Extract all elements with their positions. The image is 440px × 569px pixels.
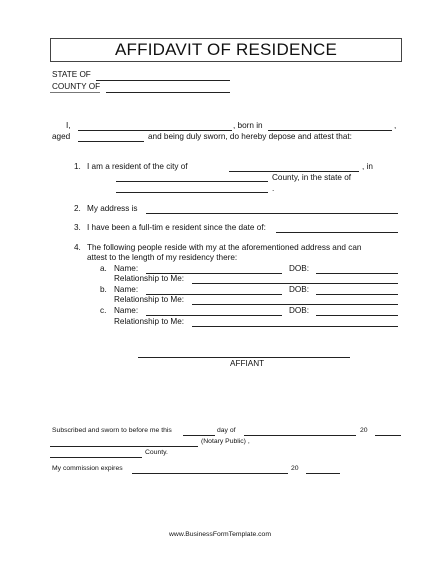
item4-text-line1: The following people reside with my at the aforementioned address and can	[87, 243, 362, 252]
person-a-name-label: Name:	[114, 264, 139, 273]
person-c-relationship-field[interactable]	[192, 326, 398, 327]
county-underline	[50, 92, 100, 93]
item1-period: .	[272, 184, 275, 193]
commission-year-field[interactable]	[306, 473, 340, 474]
person-a-dob-label: DOB:	[289, 264, 310, 273]
sworn-month-field[interactable]	[244, 435, 356, 436]
affiant-signature-line[interactable]	[138, 357, 350, 358]
person-c-name-label: Name:	[114, 306, 139, 315]
affiant-label: AFFIANT	[230, 359, 265, 368]
affiant-name-field[interactable]	[78, 130, 232, 131]
year-prefix: 20	[360, 427, 368, 434]
city-field[interactable]	[229, 171, 359, 172]
person-c-dob-field[interactable]	[316, 315, 398, 316]
person-a-dob-field[interactable]	[316, 273, 398, 274]
state-label: STATE OF	[52, 70, 91, 79]
subscribed-text: Subscribed and sworn to before me this	[52, 427, 172, 434]
sworn-day-field[interactable]	[183, 435, 215, 436]
person-b-relationship-field[interactable]	[192, 304, 398, 305]
commission-date-field[interactable]	[132, 473, 288, 474]
item3-number: 3.	[74, 223, 81, 232]
day-of-label: day of	[217, 427, 236, 434]
commission-year-prefix: 20	[291, 465, 299, 472]
county-field[interactable]	[106, 92, 230, 93]
item4-text-line2: attest to the length of my residency there:	[87, 253, 238, 262]
item1-number: 1.	[74, 162, 81, 171]
item2-number: 2.	[74, 204, 81, 213]
notary-county-label: County.	[145, 449, 168, 456]
person-b-dob-label: DOB:	[289, 285, 310, 294]
item3-text: I have been a full-tim e resident since the date of:	[87, 223, 266, 232]
age-field[interactable]	[78, 141, 144, 142]
aged-label: aged	[52, 132, 71, 141]
person-b-dob-field[interactable]	[316, 294, 398, 295]
sworn-year-field[interactable]	[375, 435, 401, 436]
intro-i-label: I,	[66, 121, 71, 130]
document-title: AFFIDAVIT OF RESIDENCE	[115, 40, 337, 59]
person-b-name-label: Name:	[114, 285, 139, 294]
person-b-letter: b.	[100, 285, 107, 294]
item1-county-text: County, in the state of	[272, 173, 352, 182]
state-field[interactable]	[96, 80, 230, 81]
person-a-letter: a.	[100, 264, 107, 273]
person-c-letter: c.	[100, 306, 107, 315]
item4-number: 4.	[74, 243, 81, 252]
birthplace-field[interactable]	[268, 130, 392, 131]
notary-public-label: (Notary Public) ,	[201, 438, 250, 445]
title-box	[50, 38, 402, 62]
person-c-relationship-label: Relationship to Me:	[114, 317, 185, 326]
person-c-dob-label: DOB:	[289, 306, 310, 315]
item1-in-label: , in	[362, 162, 373, 171]
commission-label: My commission expires	[52, 465, 123, 472]
person-a-relationship-label: Relationship to Me:	[114, 274, 185, 283]
county-label: COUNTY OF	[52, 82, 101, 91]
state-of-residence-field[interactable]	[116, 192, 268, 193]
address-field[interactable]	[146, 213, 398, 214]
trailing-comma: ,	[394, 121, 397, 130]
born-in-label: , born in	[233, 121, 263, 130]
person-c-name-field[interactable]	[146, 315, 282, 316]
notary-county-field[interactable]	[50, 457, 142, 458]
county-of-residence-field[interactable]	[116, 181, 268, 182]
sworn-text: and being duly sworn, do hereby depose and attest that:	[148, 132, 352, 141]
person-b-relationship-label: Relationship to Me:	[114, 295, 185, 304]
footer-website: www.BusinessFormTemplate.com	[169, 531, 271, 538]
item1-text: I am a resident of the city of	[87, 162, 188, 171]
item2-text: My address is	[87, 204, 138, 213]
person-a-relationship-field[interactable]	[192, 283, 398, 284]
residence-date-field[interactable]	[276, 232, 398, 233]
notary-public-name-field[interactable]	[50, 446, 198, 447]
